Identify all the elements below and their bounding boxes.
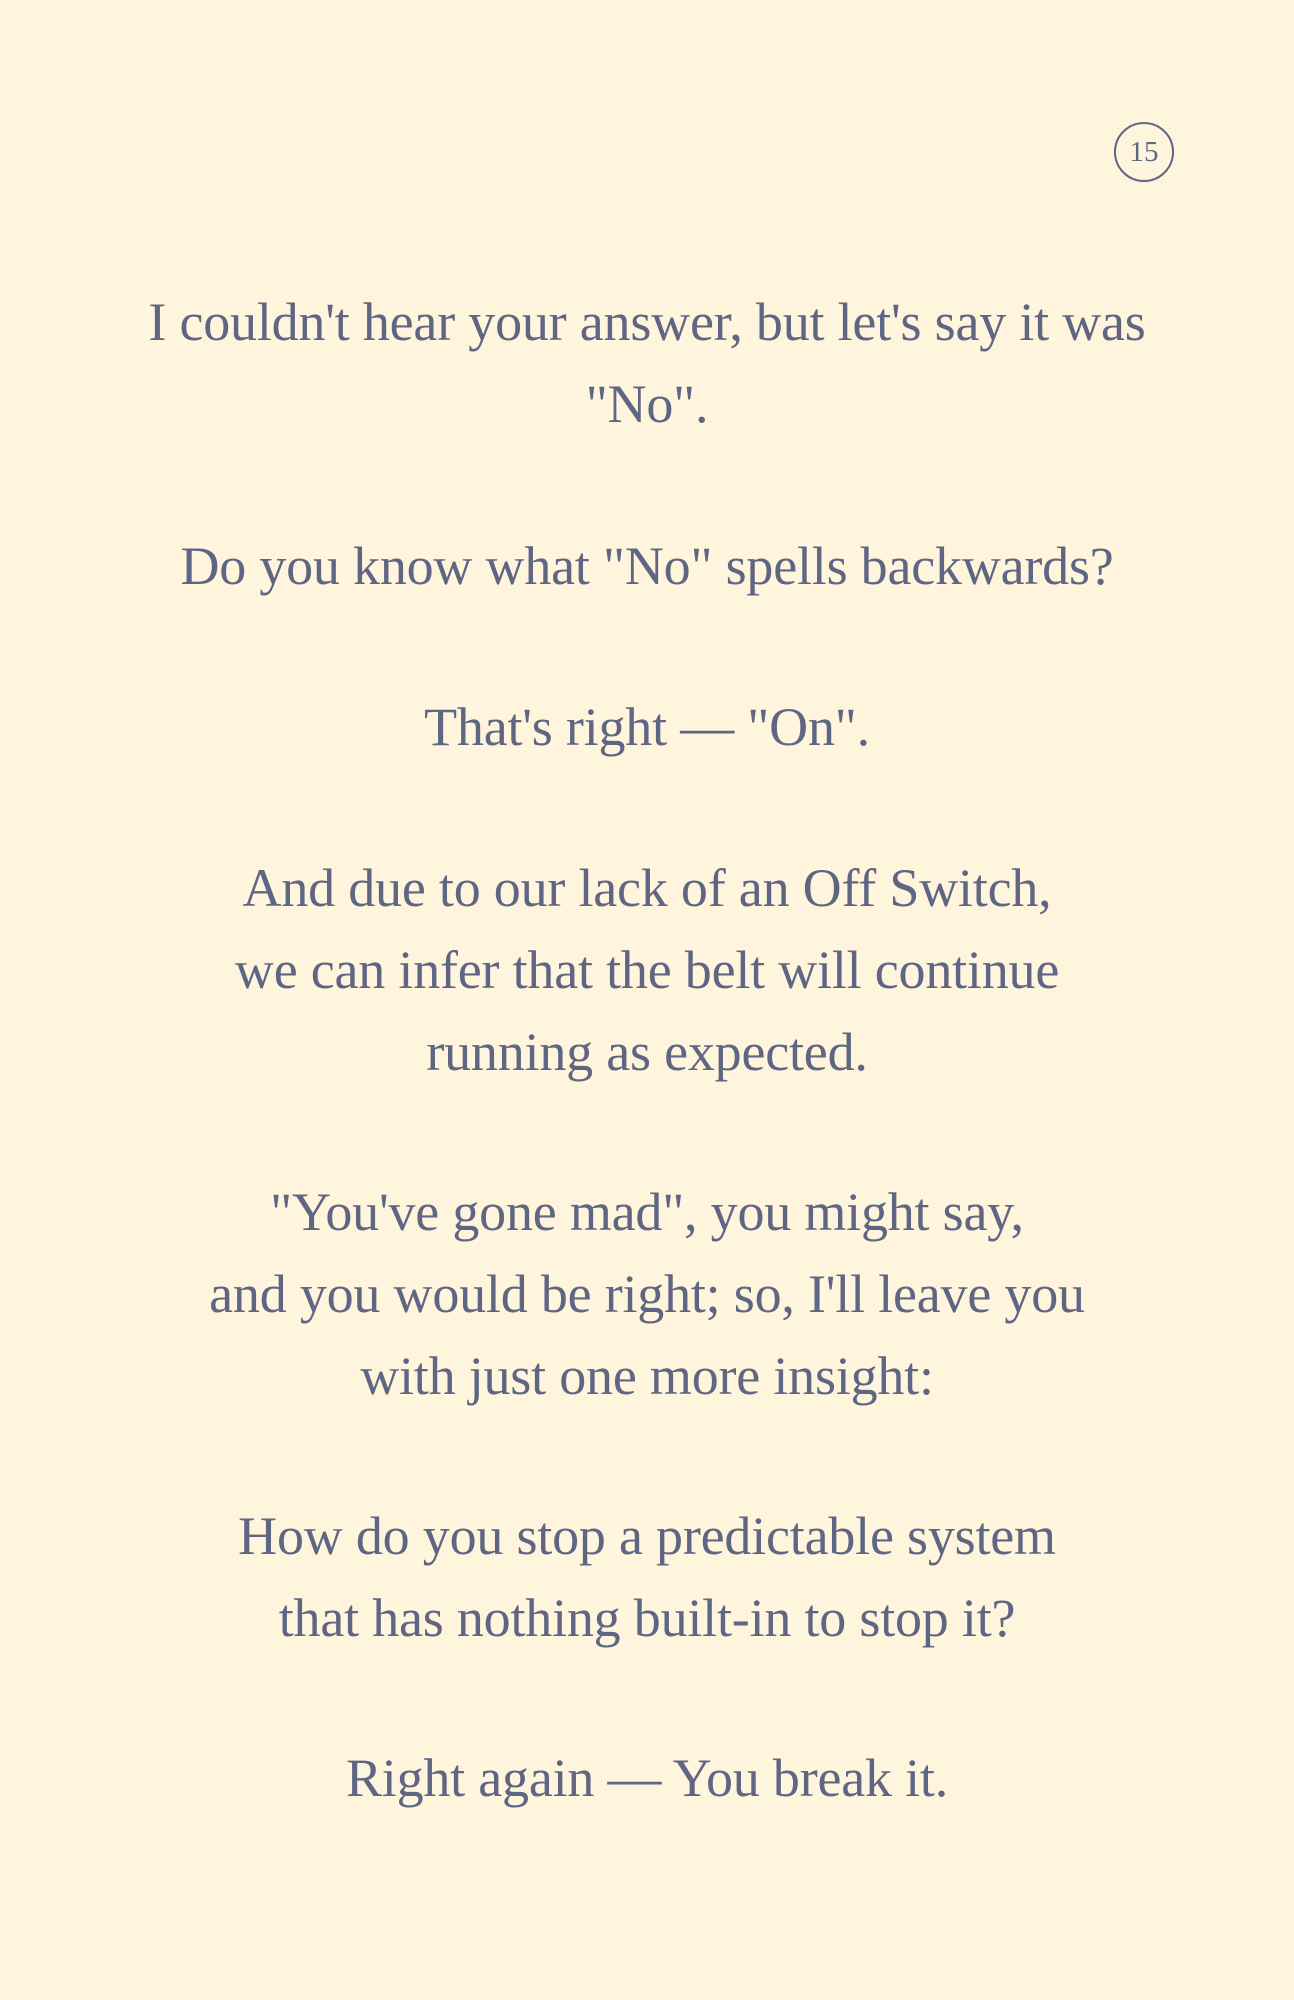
paragraph-3-line-1: That's right — "On". <box>424 697 870 757</box>
page-number: 15 <box>1129 135 1159 168</box>
paragraph-4-line-1: And due to our lack of an Off Switch, <box>242 858 1052 918</box>
paragraph-4-line-3: running as expected. <box>426 1022 868 1082</box>
paragraph-7-line-1: Right again — You break it. <box>345 1748 949 1808</box>
paragraph-5-line-3: with just one more insight: <box>360 1346 934 1406</box>
paragraph-6-line-2: that has nothing built-in to stop it? <box>278 1588 1016 1648</box>
paragraph-6-line-1: How do you stop a predictable system <box>238 1506 1056 1566</box>
paragraph-1-line-1: I couldn't hear your answer, but let's say it was <box>148 292 1146 352</box>
page-number-badge <box>1114 122 1174 182</box>
paragraph-2-line-1: Do you know what "No" spells backwards? <box>180 536 1114 596</box>
paragraph-1-line-2: "No". <box>585 374 709 434</box>
paragraph-4-line-2: we can infer that the belt will continue <box>234 940 1060 1000</box>
paragraph-5-line-2: and you would be right; so, I'll leave you <box>209 1264 1085 1324</box>
paragraph-5-line-1: "You've gone mad", you might say, <box>270 1182 1024 1242</box>
